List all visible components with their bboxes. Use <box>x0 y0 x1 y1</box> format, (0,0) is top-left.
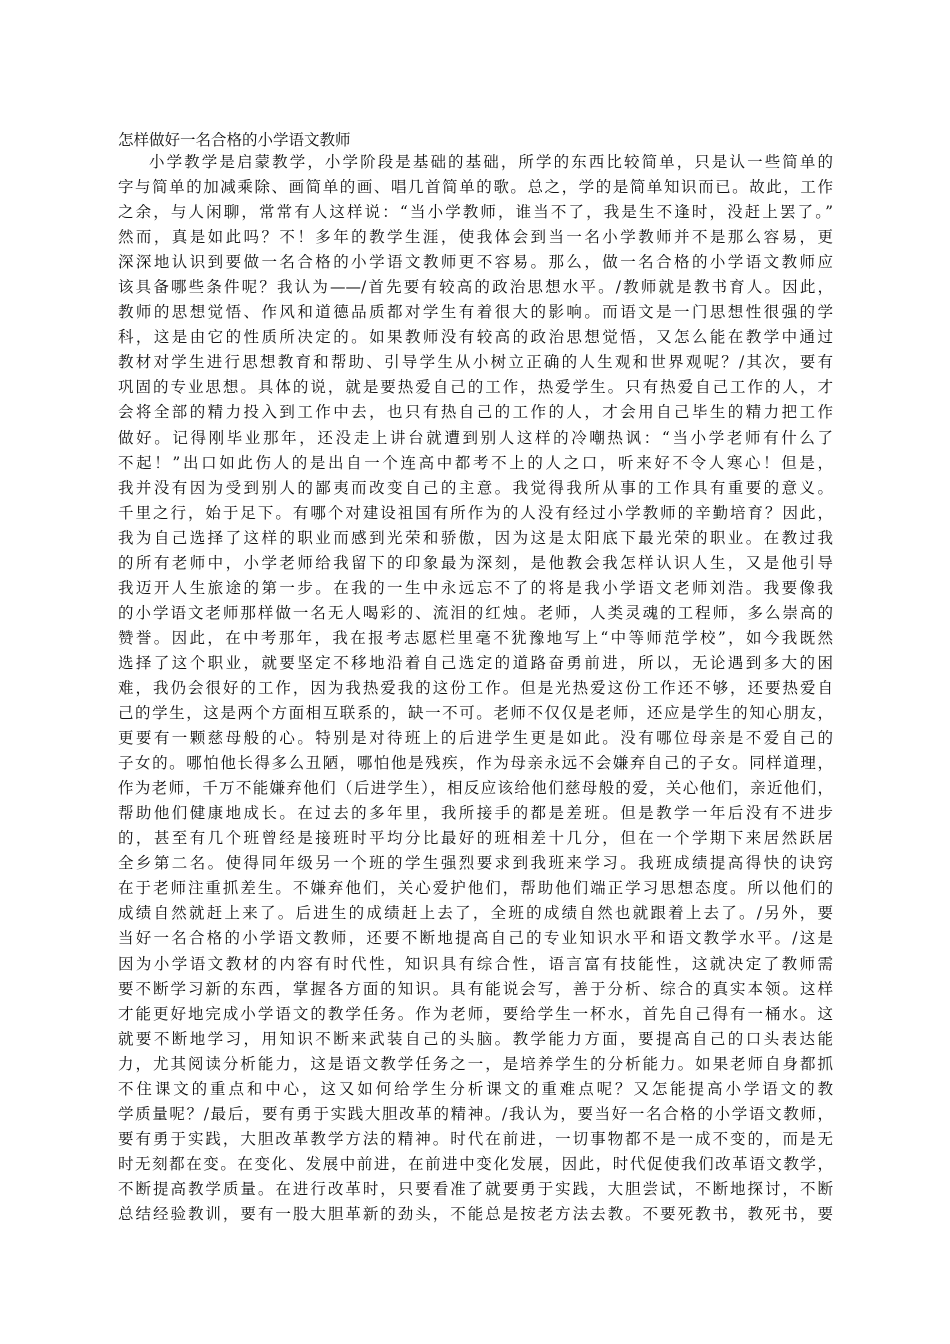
text-line: 成绩自然就赶上来了。后进生的成绩赶上去了，全班的成绩自然也就跟着上去了。/另外，要 <box>118 904 833 923</box>
text-line: 我为自己选择了这样的职业而感到光荣和骄傲，因为这是太阳底下最光荣的职业。在教过我 <box>118 528 833 547</box>
document-body <box>118 150 833 1227</box>
text-line: 就要不断地学习，用知识不断来武装自己的头脑。教学能力方面，要提高自己的口头表达能 <box>118 1029 833 1048</box>
text-line: 才能更好地完成小学语文的教学任务。作为老师，要给学生一杯水，首先自己得有一桶水。这 <box>118 1004 833 1023</box>
text-line: 在于老师注重抓差生。不嫌弃他们，关心爱护他们，帮助他们端正学习思想态度。所以他们的 <box>118 879 833 898</box>
text-line: 当好一名合格的小学语文教师，还要不断地提高自己的专业知识水平和语文教学水平。/这是 <box>118 929 833 948</box>
text-line: 不断提高教学质量。在进行改革时，只要看准了就要勇于实践，大胆尝试，不断地探讨，不断 <box>118 1179 833 1198</box>
text-line: 不住课文的重点和中心，这又如何给学生分析课文的重难点呢？又怎能提高小学语文的教 <box>118 1079 833 1098</box>
text-line: 不起！”出口如此伤人的是出自一个连高中都考不上的人之口，听来好不令人寒心！但是， <box>118 453 833 472</box>
text-line: 己的学生，这是两个方面相互联系的，缺一不可。老师不仅仅是老师，还应是学生的知心朋友， <box>118 704 833 723</box>
text-line: 帮助他们健康地成长。在过去的多年里，我所接手的都是差班。但是教学一年后没有不进步 <box>118 804 833 823</box>
text-line: 作为老师，千万不能嫌弃他们（后进学生），相反应该给他们慈母般的爱，关心他们，亲近他们， <box>118 779 833 798</box>
text-line: 总结经验教训，要有一股大胆革新的劲头，不能总是按老方法去教。不要死教书，教死书，要 <box>118 1204 833 1223</box>
text-line: 之余，与人闲聊，常常有人这样说：“当小学教师，谁当不了，我是生不逢时，没赶上罢了。” <box>118 203 833 222</box>
text-line: 巩固的专业思想。具体的说，就是要热爱自己的工作，热爱学生。只有热爱自己工作的人，才 <box>118 378 833 397</box>
text-line: 全乡第二名。使得同年级另一个班的学生强烈要求到我班来学习。我班成绩提高得快的诀窍 <box>118 854 833 873</box>
text-line: 选择了这个职业，就要坚定不移地沿着自己选定的道路奋勇前进，所以，无论遇到多大的困 <box>118 653 833 672</box>
text-line: 深深地认识到要做一名合格的小学语文教师更不容易。那么，做一名合格的小学语文教师应 <box>118 253 833 272</box>
document-title: 怎样做好一名合格的小学语文教师 <box>118 131 351 149</box>
text-line: 的，甚至有几个班曾经是接班时平均分比最好的班相差十几分，但在一个学期下来居然跃居 <box>118 829 833 848</box>
text-line: 我迈开人生旅途的第一步。在我的一生中永远忘不了的将是我小学语文老师刘浩。我要像我 <box>118 578 833 597</box>
text-line: 要有勇于实践，大胆改革教学方法的精神。时代在前进，一切事物都不是一成不变的，而是无 <box>118 1129 833 1148</box>
text-line: 会将全部的精力投入到工作中去，也只有热自己的工作的人，才会用自己毕生的精力把工作 <box>118 403 833 422</box>
text-line: 科，这是由它的性质所决定的。如果教师没有较高的政治思想觉悟，又怎么能在教学中通过 <box>118 328 833 347</box>
text-line: 然而，真是如此吗？不！多年的教学生涯，使我体会到当一名小学教师并不是那么容易，更 <box>118 228 833 247</box>
text-line: 更要有一颗慈母般的心。特别是对待班上的后进学生更是如此。没有哪位母亲是不爱自己的 <box>118 729 833 748</box>
text-line: 难，我仍会很好的工作，因为我热爱我的这份工作。但是光热爱这份工作还不够，还要热爱自 <box>118 678 833 697</box>
text-line: 子女的。哪怕他长得多么丑陋，哪怕他是残疾，作为母亲永远不会嫌弃自己的子女。同样道理， <box>118 754 833 773</box>
text-line: 教师的思想觉悟、作风和道德品质都对学生有着很大的影响。而语文是一门思想性很强的学 <box>118 303 833 322</box>
text-line: 力，尤其阅读分析能力，这是语文教学任务之一，是培养学生的分析能力。如果老师自身都抓 <box>118 1054 833 1073</box>
text-line: 要不断学习新的东西，掌握各方面的知识。具有能说会写，善于分析、综合的真实本领。这样 <box>118 979 833 998</box>
text-line: 时无刻都在变。在变化、发展中前进，在前进中变化发展，因此，时代促使我们改革语文教学， <box>118 1154 833 1173</box>
text-line: 字与简单的加减乘除、画简单的画、唱几首简单的歌。总之，学的是简单知识而已。故此，工作 <box>118 178 833 197</box>
text-line: 该具备哪些条件呢？我认为——/首先要有较高的政治思想水平。/教师就是教书育人。因此， <box>118 278 833 297</box>
text-line: 学质量呢？/最后，要有勇于实践大胆改革的精神。/我认为，要当好一名合格的小学语文教师， <box>118 1104 833 1123</box>
text-line: 做好。记得刚毕业那年，还没走上讲台就遭到别人这样的冷嘲热讽：“当小学老师有什么了 <box>118 428 833 447</box>
text-line: 千里之行，始于足下。有哪个对建设祖国有所作为的人没有经过小学教师的辛勤培育？因此， <box>118 503 833 522</box>
text-line: 小学教学是启蒙教学，小学阶段是基础的基础，所学的东西比较简单，只是认一些简单的 <box>149 153 833 171</box>
text-line: 因为小学语文教材的内容有时代性，知识具有综合性，语言富有技能性，这就决定了教师需 <box>118 954 833 973</box>
text-line: 的所有老师中，小学老师给我留下的印象最为深刻，是他教会我怎样认识人生，又是他引导 <box>118 553 833 572</box>
text-line: 我并没有因为受到别人的鄙夷而改变自己的主意。我觉得我所从事的工作具有重要的意义。 <box>118 478 833 497</box>
text-line: 教材对学生进行思想教育和帮助、引导学生从小树立正确的人生观和世界观呢？/其次，要有 <box>118 353 833 372</box>
text-line: 的小学语文老师那样做一名无人喝彩的、流泪的红烛。老师，人类灵魂的工程师，多么崇高的 <box>118 603 833 622</box>
text-line: 赞誉。因此，在中考那年，我在报考志愿栏里毫不犹豫地写上“中等师范学校”，如今我既然 <box>118 628 833 647</box>
